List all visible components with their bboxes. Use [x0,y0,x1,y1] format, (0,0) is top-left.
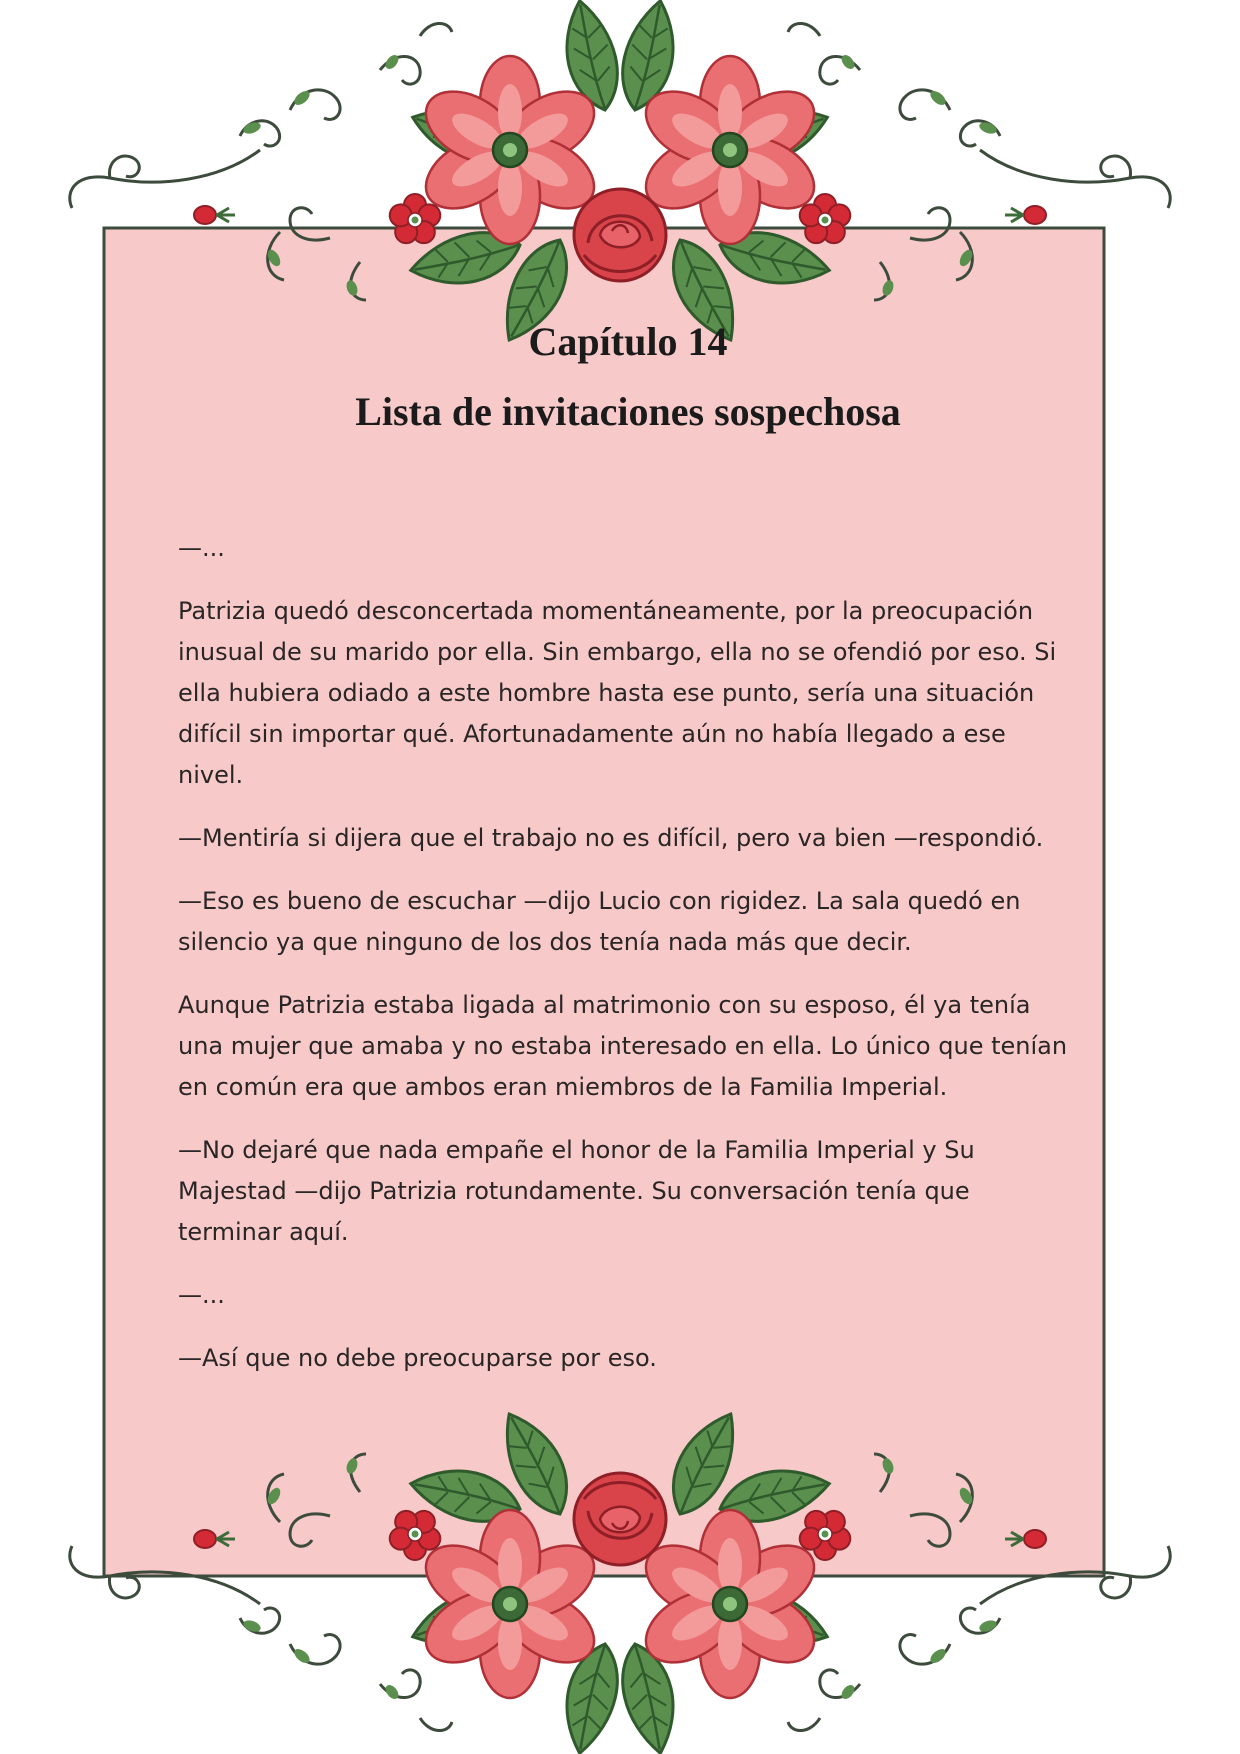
chapter-content [178,318,1078,1401]
paragraph: Aunque Patrizia estaba ligada al matrimonio con su esposo, él ya tenía una mujer que amaba y no estaba interesado en ella. Lo único que tenían en común era que ambos eran miembros de la Familia Imperial. [178,991,1068,1101]
paragraph: —... [178,1281,225,1309]
paragraph: —... [178,534,225,562]
paragraph: —Eso es bueno de escuchar —dijo Lucio con rigidez. La sala quedó en silencio ya que ninguno de los dos tenía nada más que decir. [178,887,1021,956]
paragraph: —Así que no debe preocuparse por eso. [178,1344,657,1372]
chapter-body [178,528,1078,1379]
chapter-title: Capítulo 14 [528,319,728,364]
paragraph: Patrizia quedó desconcertada momentáneamente, por la preocupación inusual de su marido por ella. Sin embargo, ella no se ofendió por eso. Si ella hubiera odiado a este hombre hasta ese punto, sería una situación difícil sin importar qué. Afortunadamente aún no había llegado a ese nivel. [178,597,1057,789]
paragraph: —Mentiría si dijera que el trabajo no es difícil, pero va bien —respondió. [178,824,1044,852]
chapter-subtitle: Lista de invitaciones sospechosa [355,389,901,434]
paragraph: —No dejaré que nada empañe el honor de la Familia Imperial y Su Majestad —dijo Patrizia rotundamente. Su conversación tenía que terminar aquí. [178,1136,975,1246]
